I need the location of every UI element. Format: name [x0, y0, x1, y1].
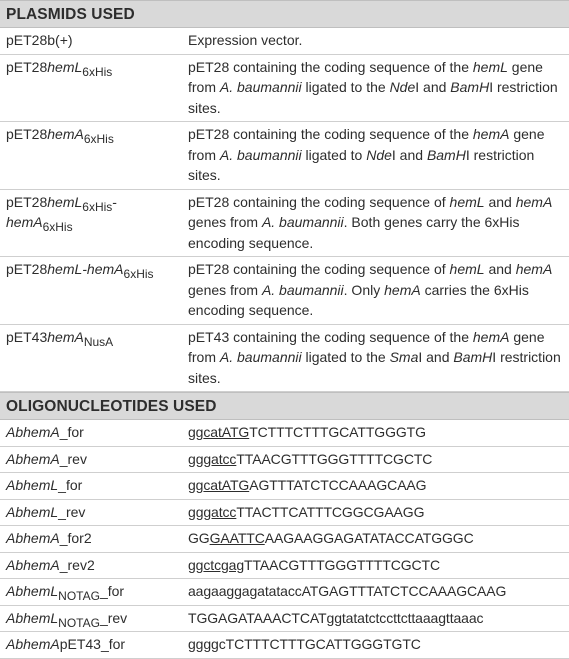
text-run: pET28	[6, 58, 48, 75]
text-run: hemA	[472, 328, 510, 345]
text-run: _for	[58, 477, 83, 493]
plasmid-description	[188, 192, 569, 254]
oligonucleotide-sequence	[188, 528, 569, 549]
plasmid-name	[0, 259, 188, 321]
oligonucleotide-sequence	[188, 475, 569, 496]
plasmid-description	[188, 259, 569, 321]
subscript-text: 6xHis	[83, 132, 114, 146]
oligonucleotide-name	[0, 634, 188, 655]
plasmid-list	[0, 28, 569, 392]
text-run: genes from	[188, 214, 262, 230]
oligonucleotide-sequence	[188, 449, 569, 470]
oligonucleotide-row	[0, 447, 569, 474]
text-run: aagaaggagatataccATGAGTTTATCTCCAAAGCAAG	[188, 583, 507, 599]
text-run: TTACTTCATTTCGGCGAAGG	[236, 503, 425, 520]
text-run: I restriction sites.	[188, 349, 561, 386]
restriction-site-text: GAATTC	[209, 530, 265, 546]
plasmid-description	[188, 57, 569, 119]
text-run: _rev	[58, 503, 86, 520]
restriction-site-text: ggatcc	[195, 450, 237, 467]
oligonucleotide-name	[0, 608, 188, 629]
text-run: pET43	[6, 328, 48, 345]
text-run: _rev2	[59, 556, 95, 573]
text-run: AbhemA	[6, 450, 60, 467]
text-run: hemA	[515, 193, 553, 210]
text-run: BamH	[426, 146, 466, 163]
text-run: ggggcTCTTTCTTTGCATTGGGTGTC	[188, 636, 421, 652]
text-run: ligated to	[301, 146, 367, 163]
text-run: . Both genes carry the 6xHis encoding sequence.	[188, 214, 520, 251]
text-run: hemL	[472, 58, 508, 75]
text-run: TTAACGTTTGGGTTTTCGCTC	[244, 556, 440, 573]
text-run: I and	[415, 79, 451, 95]
text-run: TGGAGATAAACTCATggtatatctccttcttaaagttaaac	[188, 609, 484, 626]
text-run: ligated to the	[301, 79, 390, 95]
plasmid-description	[188, 30, 569, 51]
text-run: genes from	[188, 281, 262, 298]
oligonucleotide-sequence	[188, 502, 569, 523]
text-run: _for	[59, 424, 84, 440]
restriction-site-text: ggatcc	[195, 503, 237, 520]
plasmid-description	[188, 327, 569, 389]
text-run: A. baumannii	[261, 214, 344, 230]
oligonucleotide-row	[0, 553, 569, 580]
oligonucleotide-sequence	[188, 422, 569, 443]
text-run: gene from	[188, 328, 545, 365]
subscript-text: 6xHis	[82, 64, 113, 79]
text-run: BamH	[453, 349, 493, 365]
plasmid-row	[0, 325, 569, 393]
text-run: _for	[99, 583, 125, 599]
plasmid-description	[188, 124, 569, 186]
oligonucleotide-name	[0, 555, 188, 576]
oligonucleotide-name	[0, 581, 188, 602]
oligonucleotide-sequence	[188, 608, 569, 629]
subscript-text: 6xHis	[82, 199, 113, 214]
subscript-text: NOTAG	[58, 589, 100, 603]
text-run: AbhemL	[6, 503, 59, 520]
plasmid-row	[0, 55, 569, 123]
text-run: Nde	[389, 79, 416, 95]
text-run: carries the 6xHis encoding sequence.	[188, 281, 529, 318]
restriction-site-text: ctcgag	[203, 556, 245, 573]
text-run: pET28	[6, 261, 48, 277]
text-run: hemA	[6, 214, 43, 230]
text-run: gene from	[188, 126, 545, 163]
text-run: pET43_for	[59, 636, 126, 652]
oligonucleotide-sequence	[188, 581, 569, 602]
oligonucleotides-section-header: OLIGONUCLEOTIDES USED	[0, 392, 569, 420]
text-run: A. baumannii	[219, 79, 302, 95]
text-run: hemA	[47, 126, 84, 142]
text-run: _for2	[59, 530, 92, 546]
oligonucleotide-row	[0, 606, 569, 633]
oligonucleotide-row	[0, 420, 569, 447]
text-run: pET28 containing the coding sequence of	[188, 261, 450, 277]
text-run: AbhemA	[6, 556, 60, 573]
text-run: AbhemA	[6, 530, 60, 546]
text-run: hemA	[384, 281, 421, 298]
plasmid-row	[0, 190, 569, 258]
text-run: Expression vector.	[188, 32, 303, 48]
subscript-text: 6xHis	[123, 267, 154, 281]
oligonucleotide-row	[0, 579, 569, 606]
text-run: pET28	[6, 193, 48, 210]
text-run: A. baumannii	[261, 281, 344, 298]
restriction-site-text: catATG	[203, 424, 250, 440]
text-run: hemA	[472, 126, 510, 142]
plasmids-section-header: PLASMIDS USED	[0, 0, 569, 28]
plasmid-name	[0, 327, 188, 389]
text-run: hemA	[515, 261, 553, 277]
text-run: BamH	[450, 79, 490, 95]
text-run: hemL	[47, 58, 83, 75]
text-run: gg	[188, 424, 204, 440]
text-run: pET28	[6, 126, 48, 142]
plasmid-row	[0, 257, 569, 325]
text-run: pET28 containing the coding sequence of the	[188, 126, 473, 142]
text-run: Sma	[389, 349, 419, 365]
plasmid-name	[0, 57, 188, 119]
text-run: gene from	[188, 58, 543, 95]
text-run: AbhemA	[6, 424, 60, 440]
oligonucleotide-sequence	[188, 634, 569, 655]
text-run: . Only	[343, 281, 385, 298]
text-run: gg	[188, 477, 204, 493]
plasmid-row	[0, 28, 569, 55]
text-run: AAGAAGGAGATATACCATGGGC	[264, 530, 474, 546]
text-run: I restriction sites.	[188, 79, 558, 116]
text-run: g	[188, 450, 196, 467]
text-run: and	[484, 261, 516, 277]
text-run: ligated to the	[301, 349, 390, 365]
text-run: hemL	[47, 193, 83, 210]
plasmid-row	[0, 122, 569, 190]
text-run: -	[112, 193, 117, 210]
oligonucleotide-name	[0, 528, 188, 549]
text-run: AbhemA	[6, 636, 60, 652]
text-run: I and	[418, 349, 454, 365]
text-run: gg	[188, 556, 204, 573]
plasmid-name	[0, 30, 188, 51]
text-run: AbhemL	[6, 609, 59, 626]
text-run: pET43 containing the coding sequence of the	[188, 328, 473, 345]
plasmid-name	[0, 192, 188, 254]
oligonucleotide-name	[0, 422, 188, 443]
text-run: Nde	[366, 146, 392, 163]
text-run: pET28 containing the coding sequence of	[188, 193, 450, 210]
text-run: GG	[188, 530, 210, 546]
oligonucleotide-name	[0, 475, 188, 496]
text-run: _rev	[99, 609, 128, 626]
text-run: hemL	[449, 261, 485, 277]
text-run: pET28b(+)	[6, 32, 73, 48]
oligonucleotide-list	[0, 420, 569, 659]
oligonucleotide-name	[0, 502, 188, 523]
subscript-text: NOTAG	[58, 615, 100, 630]
text-run: _rev	[59, 450, 87, 467]
text-run: and	[484, 193, 516, 210]
text-run: A. baumannii	[219, 349, 302, 365]
text-run: A. baumannii	[219, 146, 302, 163]
text-run: g	[188, 503, 196, 520]
text-run: pET28 containing the coding sequence of the	[188, 58, 473, 75]
oligonucleotide-row	[0, 473, 569, 500]
restriction-site-text: catATG	[203, 477, 250, 493]
oligonucleotide-sequence	[188, 555, 569, 576]
text-run: AGTTTATCTCCAAAGCAAG	[249, 477, 427, 493]
oligonucleotide-name	[0, 449, 188, 470]
text-run: I restriction sites.	[188, 146, 535, 183]
text-run: hemA	[47, 328, 84, 345]
text-run: hemL	[449, 193, 485, 210]
oligonucleotide-row	[0, 526, 569, 553]
subscript-text: 6xHis	[42, 220, 73, 234]
text-run: AbhemL	[6, 583, 59, 599]
text-run: TTAACGTTTGGGTTTTCGCTC	[236, 450, 433, 467]
oligonucleotide-row	[0, 632, 569, 659]
text-run: TCTTTCTTTGCATTGGGTG	[249, 424, 426, 440]
text-run: I and	[391, 146, 427, 163]
text-run: AbhemL	[6, 477, 59, 493]
plasmid-name	[0, 124, 188, 186]
text-run: hemL-hemA	[47, 261, 124, 277]
oligonucleotide-row	[0, 500, 569, 527]
subscript-text: NusA	[83, 334, 114, 349]
